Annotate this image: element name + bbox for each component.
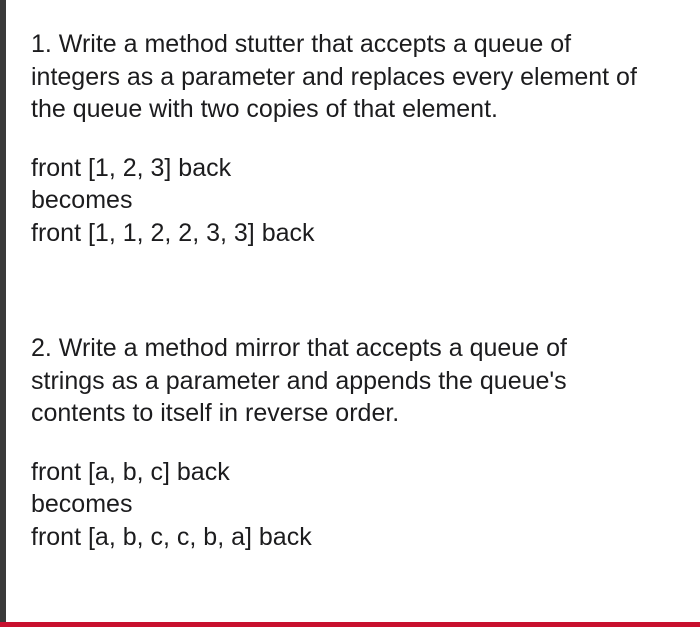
question-1-example-before: front [1, 2, 3] back: [31, 153, 232, 182]
question-2-example-before: front [a, b, c] back: [31, 457, 230, 486]
question-1-example: [31, 152, 691, 250]
question-1-line-1: 1. Write a method stutter that accepts a queue of: [31, 30, 572, 58]
left-edge-shadow: [0, 0, 6, 627]
question-1-line-2: integers as a parameter and replaces every element of: [31, 62, 637, 91]
bottom-accent-bar: [0, 622, 700, 627]
question-1-description: [31, 28, 691, 126]
document-content: [31, 28, 691, 553]
question-2-line-1: 2. Write a method mirror that accepts a queue of: [31, 334, 567, 362]
question-2-example-after: front [a, b, c, c, b, a] back: [31, 522, 312, 551]
question-1-example-after: front [1, 1, 2, 2, 3, 3] back: [31, 218, 315, 247]
question-2-description: [31, 332, 691, 430]
question-2-line-2: strings as a parameter and appends the queue's: [31, 366, 567, 395]
question-2-example-becomes: becomes: [31, 490, 133, 518]
question-2-line-3: contents to itself in reverse order.: [31, 399, 400, 427]
question-1-example-becomes: becomes: [31, 186, 133, 214]
question-1-line-3: the queue with two copies of that element.: [31, 95, 498, 123]
question-2-example: [31, 456, 691, 554]
